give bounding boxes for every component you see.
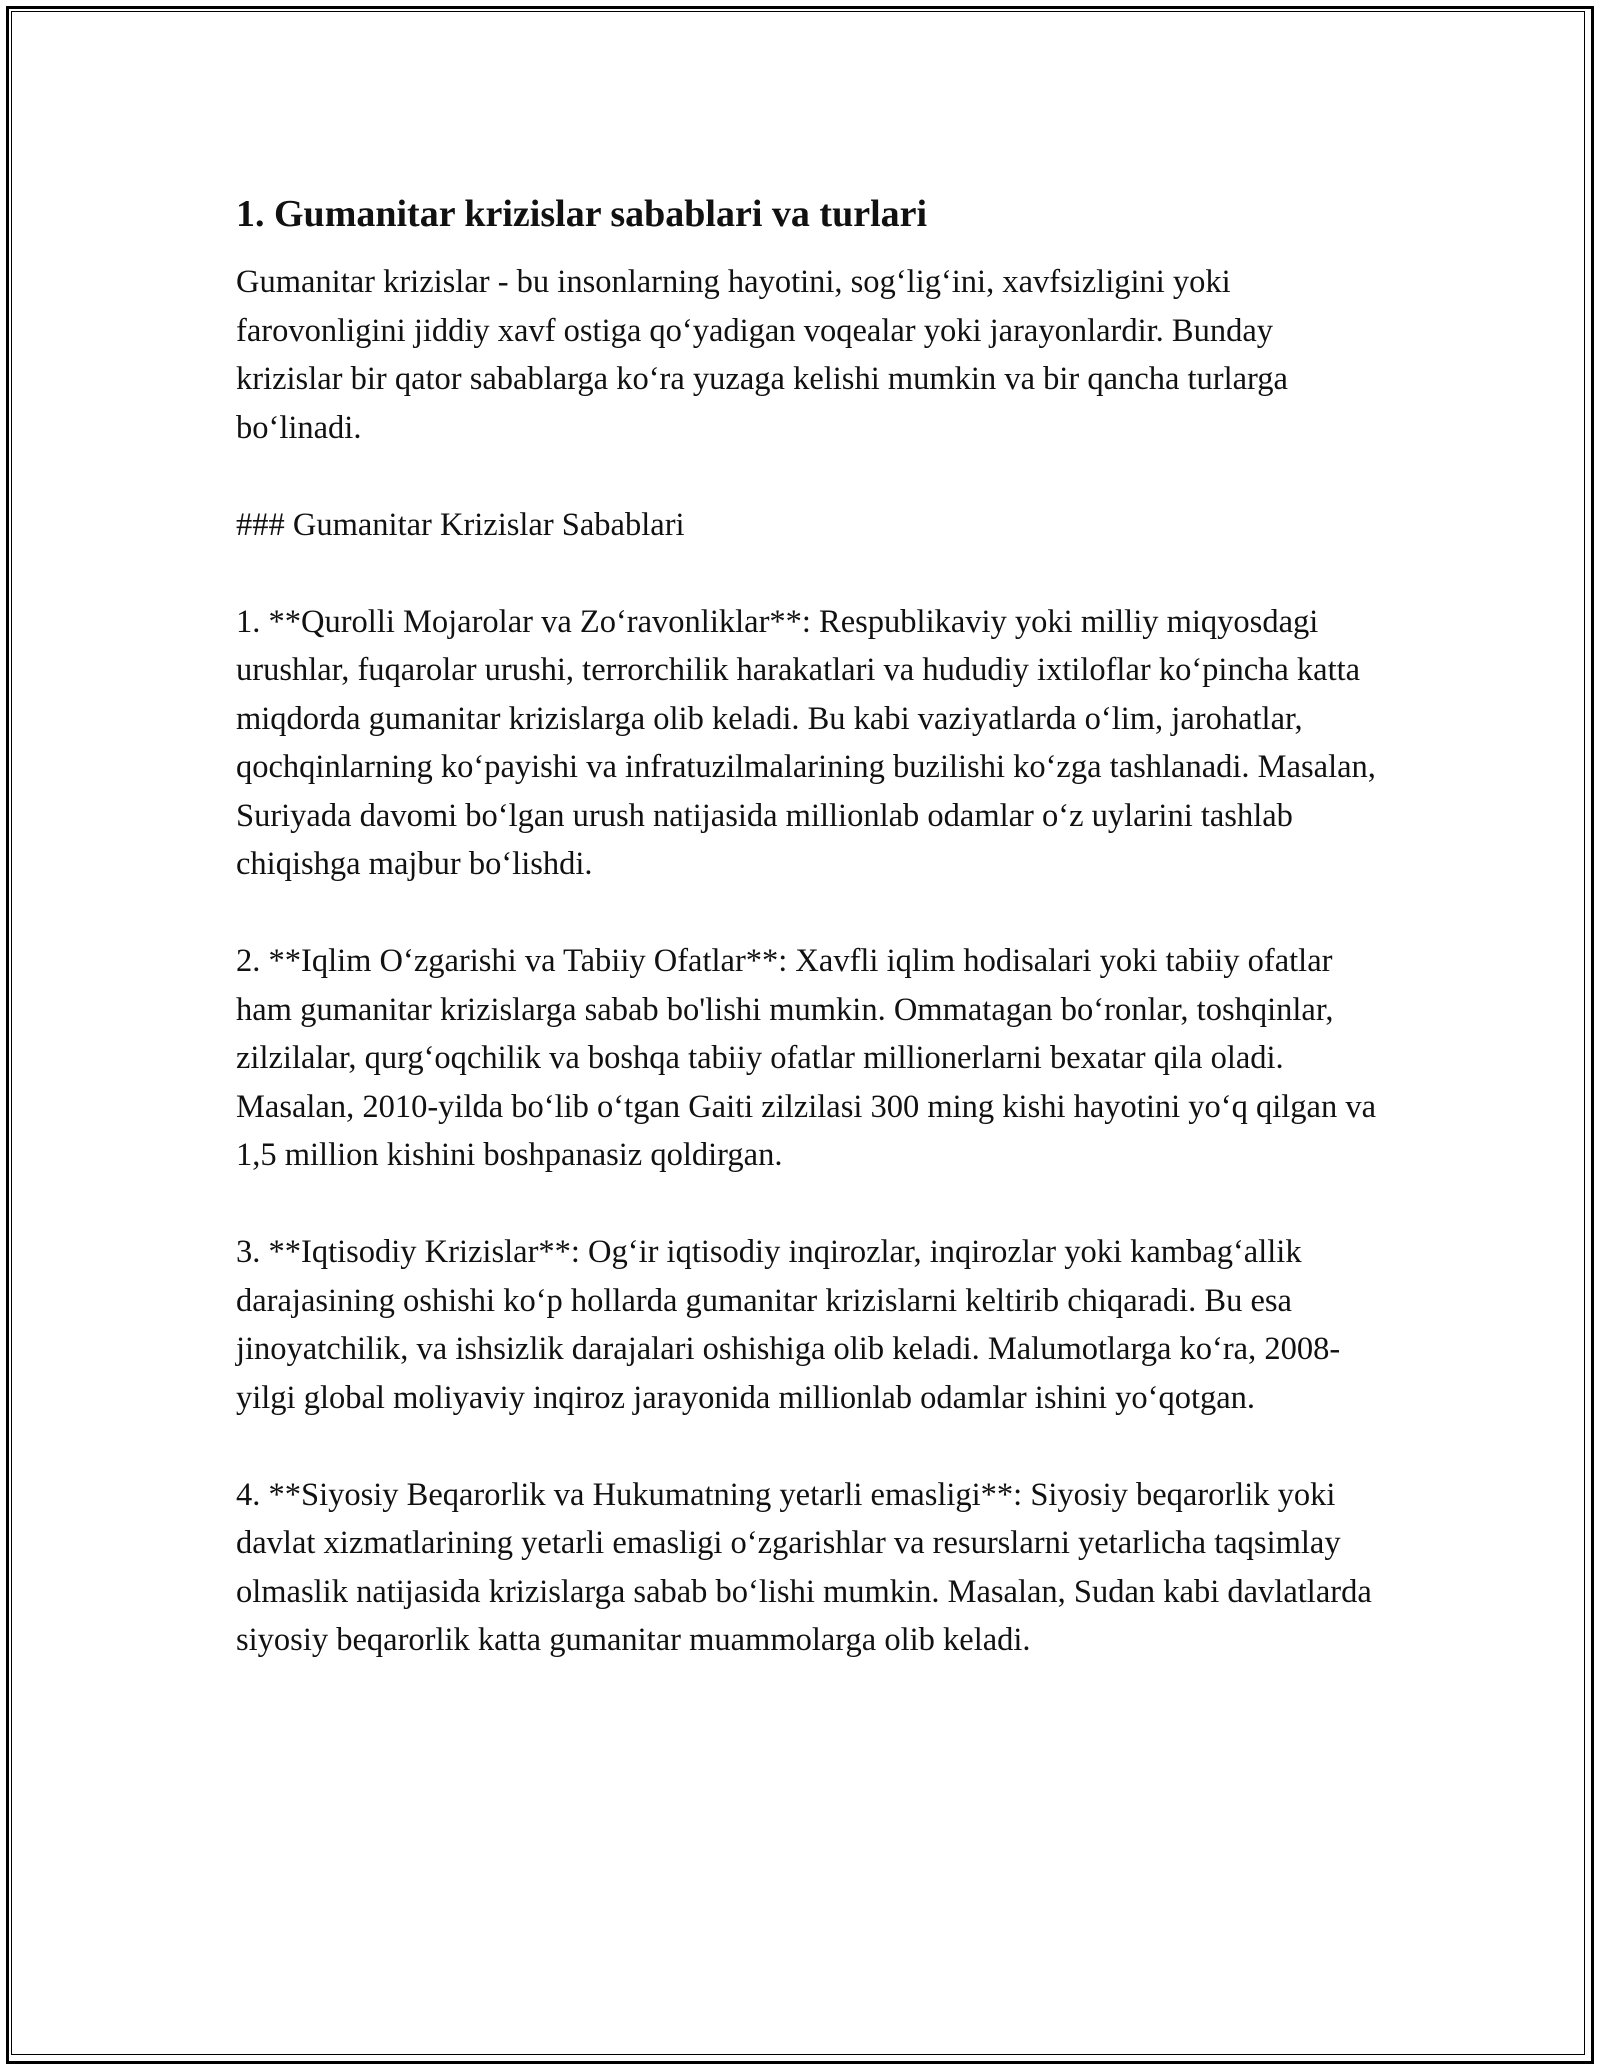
list-item: 4. **Siyosiy Beqarorlik va Hukumatning yetarli emasligi**: Siyosiy beqarorlik yoki davlat xizmatlarining yetarli emasligi o‘zgarishlar va resurslarni yetarlicha taqsimlay olmaslik natijasida krizislarga sabab bo‘lishi mumkin. Masalan, Sudan kabi davlatlarda siyosiy beqarorlik katta gumanitar muammolarga olib keladi. — [236, 1476, 1372, 1658]
intro-paragraph: Gumanitar krizislar - bu insonlarning hayotini, sog‘lig‘ini, xavfsizligini yoki farovonligini jiddiy xavf ostiga qo‘yadigan voqealar yoki jarayonlardir. Bunday krizislar bir qator sabablarga ko‘ra yuzaga kelishi mumkin va bir qancha turlarga bo‘linadi. — [236, 264, 1288, 446]
list-item: 1. **Qurolli Mojarolar va Zo‘ravonliklar**: Respublikaviy yoki milliy miqyosdagi urushlar, fuqarolar urushi, terrorchilik harakatlari va hududiy ixtiloflar ko‘pincha katta miqdorda gumanitar krizislarga olib keladi. Bu kabi vaziyatlarda o‘lim, jarohatlar, qochqinlarning ko‘payishi va infratuzilmalarining buzilishi ko‘zga tashlanadi. Masalan, Suriyada davomi bo‘lgan urush natijasida millionlab odamlar o‘z uylarini tashlab chiqishga majbur bo‘lishdi. — [236, 603, 1376, 882]
list-item: 3. **Iqtisodiy Krizislar**: Og‘ir iqtisodiy inqirozlar, inqirozlar yoki kambag‘allik darajasining oshishi ko‘p hollarda gumanitar krizislarni keltirib chiqaradi. Bu esa jinoyatchilik, va ishsizlik darajalari oshishiga olib keladi. Malumotlarga ko‘ra, 2008-yilgi global moliyaviy inqiroz jarayonida millionlab odamlar ishini yo‘qotgan. — [236, 1234, 1341, 1416]
document-body — [236, 186, 1386, 1665]
document-title: 1. Gumanitar krizislar sabablari va turlari — [236, 193, 928, 235]
section-heading: ### Gumanitar Krizislar Sabablari — [236, 506, 685, 543]
list-item: 2. **Iqlim O‘zgarishi va Tabiiy Ofatlar**: Xavfli iqlim hodisalari yoki tabiiy ofatlar ham gumanitar krizislarga sabab bo'lishi mumkin. Ommatagan bo‘ronlar, toshqinlar, zilzilalar, qurg‘oqchilik va boshqa tabiiy ofatlar millionerlarni bexatar qila oladi. Masalan, 2010-yilda bo‘lib o‘tgan Gaiti zilzilasi 300 ming kishi hayotini yo‘q qilgan va 1,5 million kishini boshpanasiz qoldirgan. — [236, 943, 1377, 1173]
